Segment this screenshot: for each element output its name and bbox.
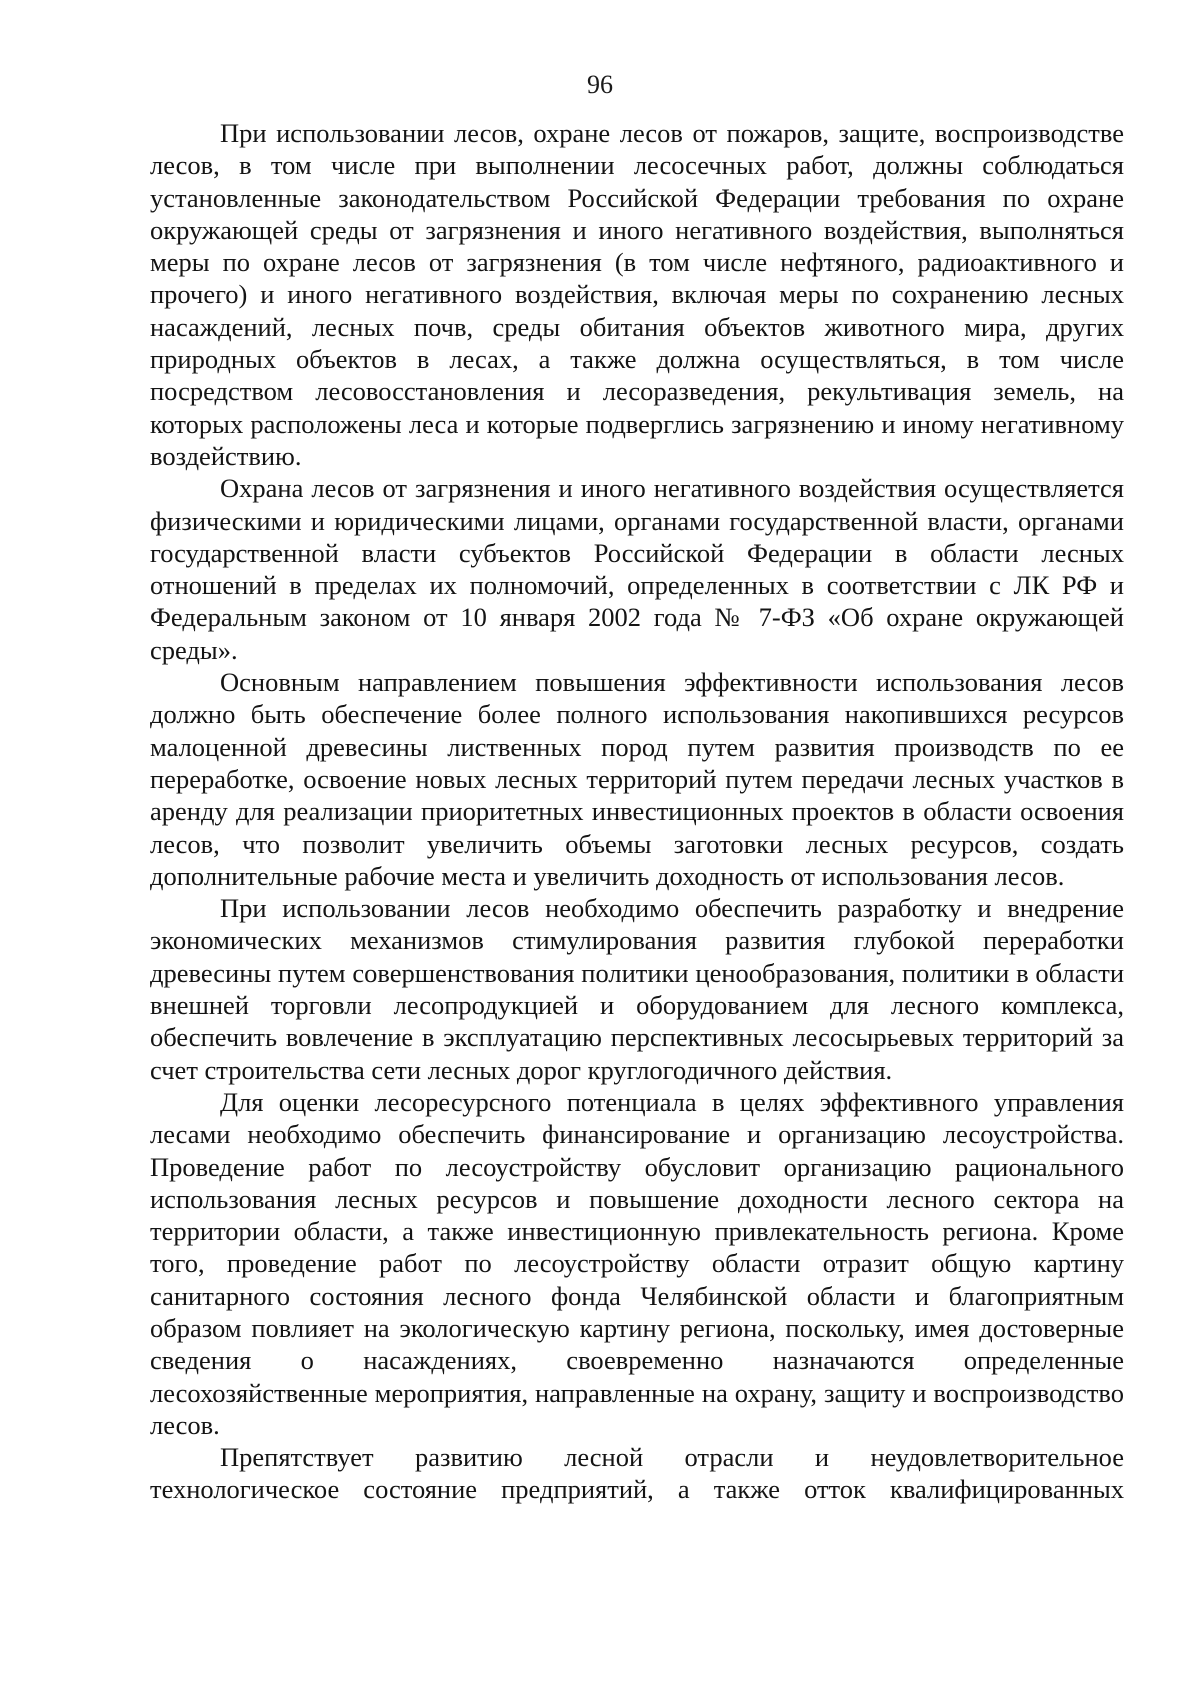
page-number: 96 bbox=[587, 70, 613, 99]
paragraph-economic-mechanisms: При использовании лесов необходимо обеспечить разработку и внедрение экономических механизмов стимулирования развития глубокой переработки древесины путем совершенствования политики ценообразования, политики в области внешней торговли лесопродукцией и оборудованием для лесного комплекса, обеспечить вовлечение в эксплуатацию перспективных лесосырьевых территорий за счет строительства сети лесных дорог круглогодичного действия. bbox=[150, 893, 1124, 1085]
paragraph-industry-obstacles: Препятствует развитию лесной отрасли и неудовлетворительное технологическое состояние предприятий, а также отток квалифицированных bbox=[150, 1442, 1124, 1505]
paragraph-forest-inventory: Для оценки лесоресурсного потенциала в целях эффективного управления лесами необходимо обеспечить финансирование и организацию лесоустройства. Проведение работ по лесоустройству обусловит организацию рационального использования лесных ресурсов и повышение доходности лесного сектора на территории области, а также инвестиционную привлекательность региона. Кроме того, проведение работ по лесоустройству области отразит общую картину санитарного состояния лесного фонда Челябинской области и благоприятным образом повлияет на экологическую картину региона, поскольку, имея достоверные сведения о насаждениях, своевременно назначаются определенные лесохозяйственные мероприятия, направленные на охрану, защиту и воспроизводство лесов. bbox=[150, 1086, 1124, 1440]
paragraph-efficiency-direction: Основным направлением повышения эффективности использования лесов должно быть обеспечение более полного использования накопившихся ресурсов малоценной древесины лиственных пород путем развития производств по ее переработке, освоение новых лесных территорий путем передачи лесных участков в аренду для реализации приоритетных инвестиционных проектов в области освоения лесов, что позволит увеличить объемы заготовки лесных ресурсов, создать дополнительные рабочие места и увеличить доходность от использования лесов. bbox=[150, 667, 1124, 891]
paragraph-forest-protection-requirements: При использовании лесов, охране лесов от пожаров, защите, воспроизводстве лесов, в том числе при выполнении лесосечных работ, должны соблюдаться установленные законодательством Российской Федерации требования по охране окружающей среды от загрязнения и иного негативного воздействия, выполняться меры по охране лесов от загрязнения (в том числе нефтяного, радиоактивного и прочего) и иного негативного воздействия, включая меры по сохранению лесных насаждений, лесных почв, среды обитания объектов животного мира, других природных объектов в лесах, а также должна осуществляться, в том числе посредством лесовосстановления и лесоразведения, рекультивация земель, на которых расположены леса и которые подверглись загрязнению и иному негативному воздействию. bbox=[150, 118, 1124, 471]
document-body bbox=[150, 117, 1124, 1506]
paragraph-pollution-protection-authorities: Охрана лесов от загрязнения и иного негативного воздействия осуществляется физическими и юридическими лицами, органами государственной власти, органами государственной власти субъектов Российской Федерации в области лесных отношений в пределах их полномочий, определенных в соответствии с ЛК РФ и Федеральным законом от 10 января 2002 года № 7-ФЗ «Об охране окружающей среды». bbox=[150, 473, 1124, 665]
